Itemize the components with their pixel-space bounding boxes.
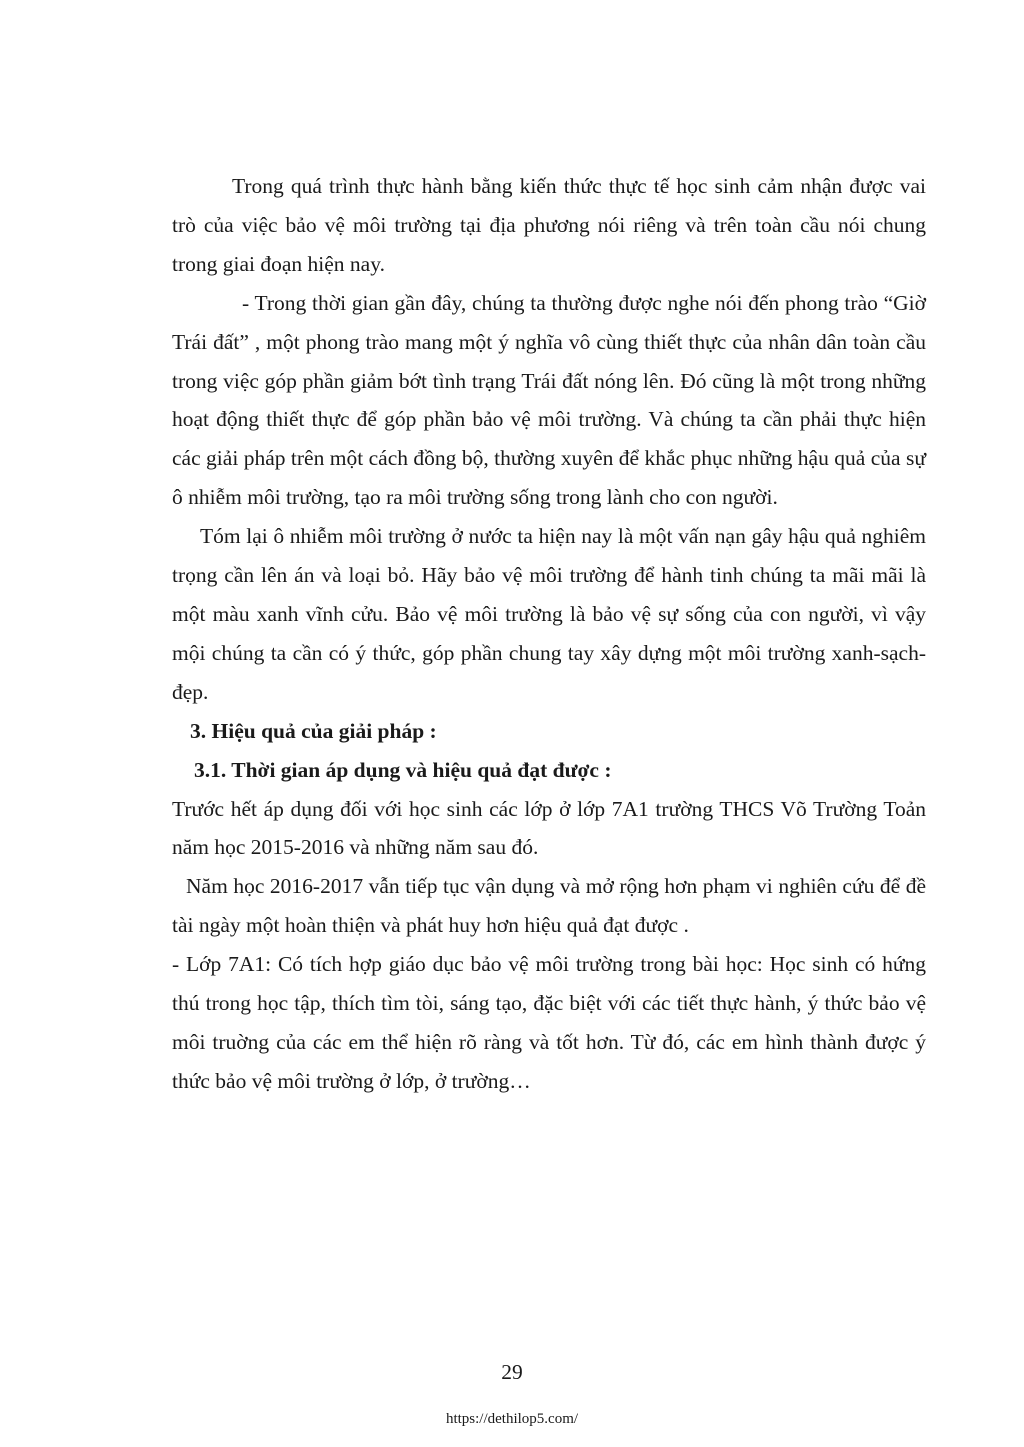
paragraph-intro: Trong quá trình thực hành bằng kiến thức thực tế học sinh cảm nhận được vai trò của việc bảo vệ môi trường tại địa phương nói riêng và trên toàn cầu nói chung trong giai đoạn hiện nay. bbox=[172, 174, 926, 276]
footer-url: https://dethilop5.com/ bbox=[445, 1411, 579, 1427]
document-body bbox=[172, 167, 926, 1101]
section-heading-3: 3. Hiệu quả của giải pháp : bbox=[190, 718, 437, 743]
paragraph-earth-hour: - Trong thời gian gần đây, chúng ta thường được nghe nói đến phong trào “Giờ Trái đất” , một phong trào mang một ý nghĩa vô cùng thiết thực của nhân dân toàn cầu trong việc góp phần giảm bớt tình trạng Trái đất nóng lên. Đó cũng là một trong những hoạt động thiết thực để góp phần bảo vệ môi trường. Và chúng ta cần phải thực hiện các giải pháp trên một cách đồng bộ, thường xuyên để khắc phục những hậu quả của sự ô nhiễm môi trường, tạo ra môi trường sống trong lành cho con người. bbox=[172, 290, 926, 510]
paragraph-application: Trước hết áp dụng đối với học sinh các lớp ở lớp 7A1 trường THCS Võ Trường Toản năm học 2015-2016 và những năm sau đó. bbox=[172, 796, 926, 860]
section-heading-3-1: 3.1. Thời gian áp dụng và hiệu quả đạt được : bbox=[194, 757, 612, 782]
page-number: 29 bbox=[501, 1360, 523, 1384]
paragraph-class-7a1: - Lớp 7A1: Có tích hợp giáo dục bảo vệ môi trường trong bài học: Học sinh có hứng thú trong học tập, thích tìm tòi, sáng tạo, đặc biệt với các tiết thực hành, ý thức bảo vệ môi truờng của các em thể hiện rõ ràng và tốt hơn. Từ đó, các em hình thành được ý thức bảo vệ môi trường ở lớp, ở trường… bbox=[172, 952, 926, 1093]
paragraph-school-year: Năm học 2016-2017 vẫn tiếp tục vận dụng và mở rộng hơn phạm vi nghiên cứu để đề tài ngày một hoàn thiện và phát huy hơn hiệu quả đạt được . bbox=[172, 874, 926, 938]
paragraph-summary: Tóm lại ô nhiễm môi trường ở nước ta hiện nay là một vấn nạn gây hậu quả nghiêm trọng cần lên án và loại bỏ. Hãy bảo vệ môi trường để hành tinh chúng ta mãi mãi là một màu xanh vĩnh cửu. Bảo vệ môi trường là bảo vệ sự sống của con người, vì vậy mội chúng ta cần có ý thức, góp phần chung tay xây dựng một môi trường xanh-sạch-đẹp. bbox=[172, 524, 926, 704]
